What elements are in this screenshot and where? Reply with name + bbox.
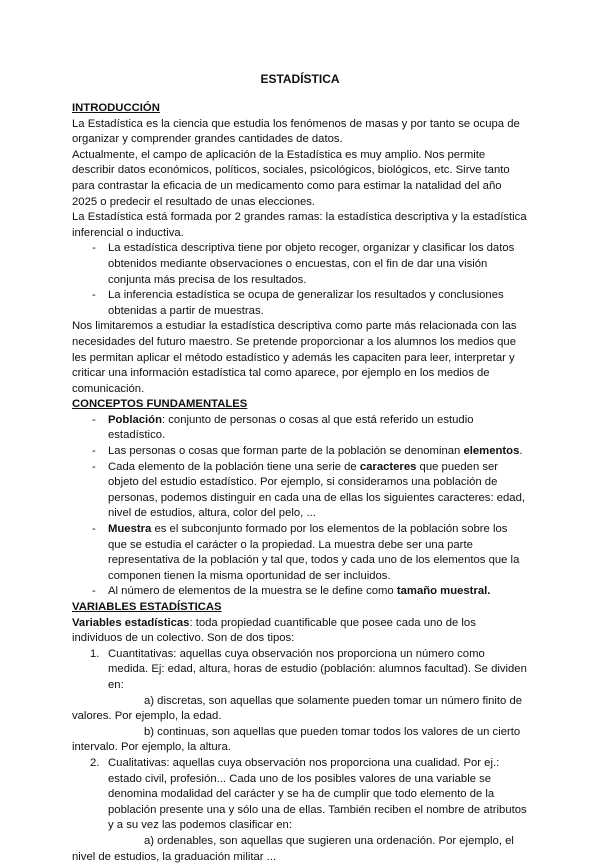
document-title: ESTADÍSTICA [260, 72, 340, 86]
intro-paragraph-2: Actualmente, el campo de aplicación de la Estadística es muy amplio. Nos permite describir datos económicos, políticos, sociales, psicológicos, biológicos, etc. Sirve tanto para contrastar la eficacia de un medicamento como para estimar la natalidad del año 2025 o predecir el resultado de unas elecciones. [72, 148, 510, 208]
variables-item-cualitativas: 2. Cualitativas: aquellas cuya observación nos proporciona una cualidad. Por ej.: estado civil, profesión... Cada uno de los posibles valores de una variable se denomina modalidad del carácter y se ha de cumplir que todo elemento de la población presente una y sólo una de ellas. También reciben el nombre de atributos y a su vez las podemos clasificar en: [90, 756, 527, 832]
variables-item-continuas: b) continuas, son aquellas que pueden tomar todos los valores de un cierto intervalo. Por ejemplo, la altura. [72, 725, 521, 754]
intro-bullet-1: - La estadística descriptiva tiene por objeto recoger, organizar y clasificar los datos obtenidos mediante observaciones o encuestas, con el fin de dar una visión conjunta más precisa de los resultados. [92, 242, 515, 286]
variables-item-discretas: a) discretas, son aquellas que solamente pueden tomar un número finito de valores. Por ejemplo, la edad. [72, 694, 523, 723]
variables-item-cuantitativas: 1. Cuantitativas: aquellas cuya observación nos proporciona un número como medida. Ej: edad, altura, horas de estudio (población: alumnos facultad). Se dividen en: [90, 647, 527, 691]
intro-paragraph-4: Nos limitaremos a estudiar la estadística descriptiva como parte más relacionada con las necesidades del futuro maestro. Se pretende proporcionar a los alumnos los medios que les permitan aplicar el método estadístico y además les capaciten para leer, interpretar y criticar una información estadística tal como aparece, por ejemplo en los medios de comunicación. [72, 320, 517, 395]
list-number: 1. [90, 647, 100, 660]
bullet-dash: - [92, 523, 96, 536]
bullet-dash: - [92, 289, 96, 302]
conceptos-heading: CONCEPTOS FUNDAMENTALES [72, 398, 248, 411]
variables-intro: Variables estadísticas: toda propiedad cuantificable que posee cada uno de los individuos de un colectivo. Son de dos tipos: [72, 616, 476, 645]
list-number: 2. [90, 756, 100, 769]
conceptos-bullet-elementos: - Las personas o cosas que forman parte de la población se denominan elementos. [72, 444, 528, 460]
intro-bullet-2: - La inferencia estadística se ocupa de generalizar los resultados y conclusiones obtenidas a partir de muestras. [92, 289, 504, 317]
conceptos-bullet-poblacion: - Población: conjunto de personas o cosas al que está referido un estudio estadístico. [92, 413, 474, 442]
intro-heading: INTRODUCCIÓN [72, 102, 160, 114]
bullet-dash: - [92, 413, 96, 426]
bullet-dash: - [92, 585, 96, 598]
bullet-dash: - [92, 460, 96, 473]
variables-heading: VARIABLES ESTADÍSTICAS [72, 601, 222, 613]
conceptos-bullet-tamano: - Al número de elementos de la muestra se le define como tamaño muestral. [72, 584, 528, 600]
intro-paragraph-3: La Estadística está formada por 2 grandes ramas: la estadística descriptiva y la estadística inferencial o inductiva. [72, 211, 527, 239]
bullet-dash: - [92, 242, 96, 255]
document-body [72, 101, 528, 865]
conceptos-bullet-muestra: - Muestra es el subconjunto formado por los elementos de la población sobre los que se estudia el carácter o la propiedad. La muestra debe ser una parte representativa de la población y tal que, todos y cada uno de los elementos que la componen tienen la misma oportunidad de ser incluidos. [92, 523, 520, 582]
conceptos-bullet-caracteres: - Cada elemento de la población tiene una serie de caracteres que pueden ser objeto del estudio estadístico. Por ejemplo, si consideramos una población de personas, podemos distinguir en cada una de ellas los siguientes caracteres: edad, nivel de estudios, altura, color del pelo, ... [92, 460, 525, 520]
bullet-dash: - [92, 445, 96, 458]
variables-item-ordenables: a) ordenables, son aquellas que sugieren una ordenación. Por ejemplo, el nivel de estudios, la graduación militar ... [72, 834, 514, 863]
intro-paragraph-1: La Estadística es la ciencia que estudia los fenómenos de masas y por tanto se ocupa de organizar y comprender grandes cantidades de datos. [72, 117, 520, 146]
